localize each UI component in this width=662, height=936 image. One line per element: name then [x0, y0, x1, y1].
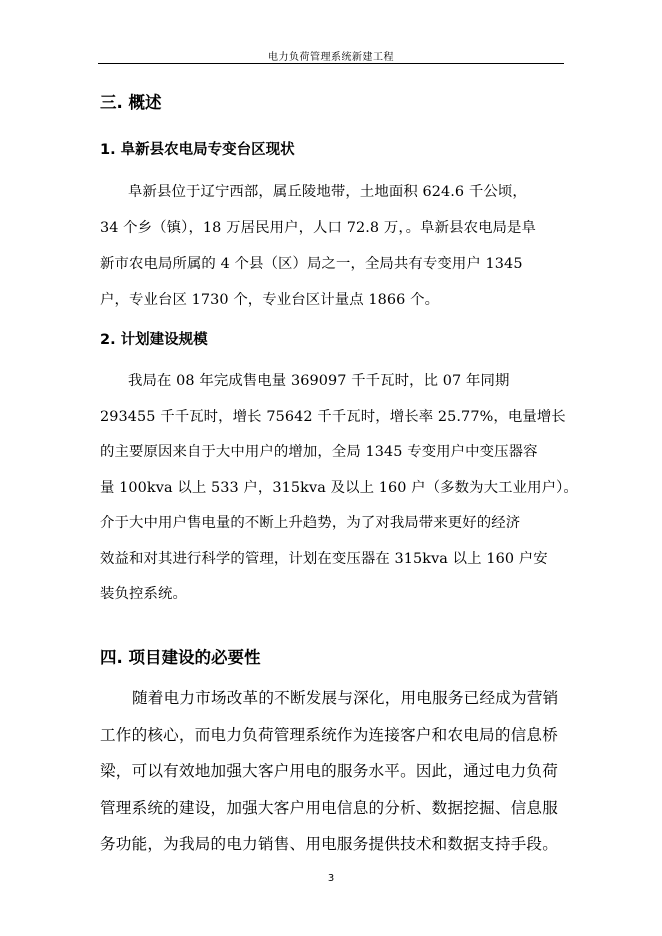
page-number: 3 [327, 873, 335, 884]
section-3-1-heading: 1. 阜新县农电局专变台区现状 [100, 142, 295, 158]
paragraph-line: 我局在 08 年完成售电量 369097 千千瓦时，比 07 年同期 [128, 373, 510, 389]
paragraph-line: 阜新县位于辽宁西部，属丘陵地带，土地面积 624.6 千公顷， [128, 184, 527, 200]
paragraph-line: 梁，可以有效地加强大客户用电的服务水平。因此，通过电力负荷 [100, 762, 559, 780]
section-3-2-paragraph [100, 364, 578, 613]
paragraph-line: 效益和对其进行科学的管理，计划在变压器在 315kva 以上 160 户安 [100, 550, 548, 567]
paragraph-line: 装负控系统。 [100, 586, 187, 602]
paragraph-line: 34 个乡（镇），18 万居民用户，人口 72.8 万，。阜新县农电局是阜 [100, 220, 537, 236]
paragraph-line: 293455 千千瓦时，增长 75642 千千瓦时，增长率 25.77%，电量增长 [100, 408, 566, 425]
section-3-2-heading: 2. 计划建设规模 [100, 332, 208, 348]
paragraph-line: 务功能，为我局的电力销售、用电服务提供技术和数据支持手段。 [100, 835, 559, 853]
section-4-paragraph [100, 680, 564, 863]
section-4-heading: 四. 项目建设的必要性 [100, 648, 261, 667]
page-header: 电力负荷管理系统新建工程 [268, 52, 394, 63]
paragraph-line: 量 100kva 以上 533 户，315kva 及以上 160 户（多数为大工业用户）。 [100, 479, 578, 496]
paragraph-line: 介于大中用户售电量的不断上升趋势，为了对我局带来更好的经济 [100, 515, 521, 531]
paragraph-line: 管理系统的建设，加强大客户用电信息的分析、数据挖掘、信息服 [100, 798, 559, 817]
paragraph-line: 户，专业台区 1730 个，专业台区计量点 1866 个。 [100, 292, 440, 308]
section-3-1-paragraph [100, 174, 564, 318]
paragraph-line: 工作的核心，而电力负荷管理系统作为连接客户和农电局的信息桥 [100, 725, 559, 744]
paragraph-line: 的主要原因来自于大中用户的增加，全局 1345 专变用户中变压器容 [100, 444, 538, 460]
paragraph-line: 随着电力市场改革的不断发展与深化，用电服务已经成为营销 [132, 689, 559, 707]
header-rule [98, 63, 564, 64]
paragraph-line: 新市农电局所属的 4 个县（区）局之一，全局共有专变用户 1345 [100, 256, 523, 272]
section-3-heading: 三. 概述 [100, 93, 162, 112]
